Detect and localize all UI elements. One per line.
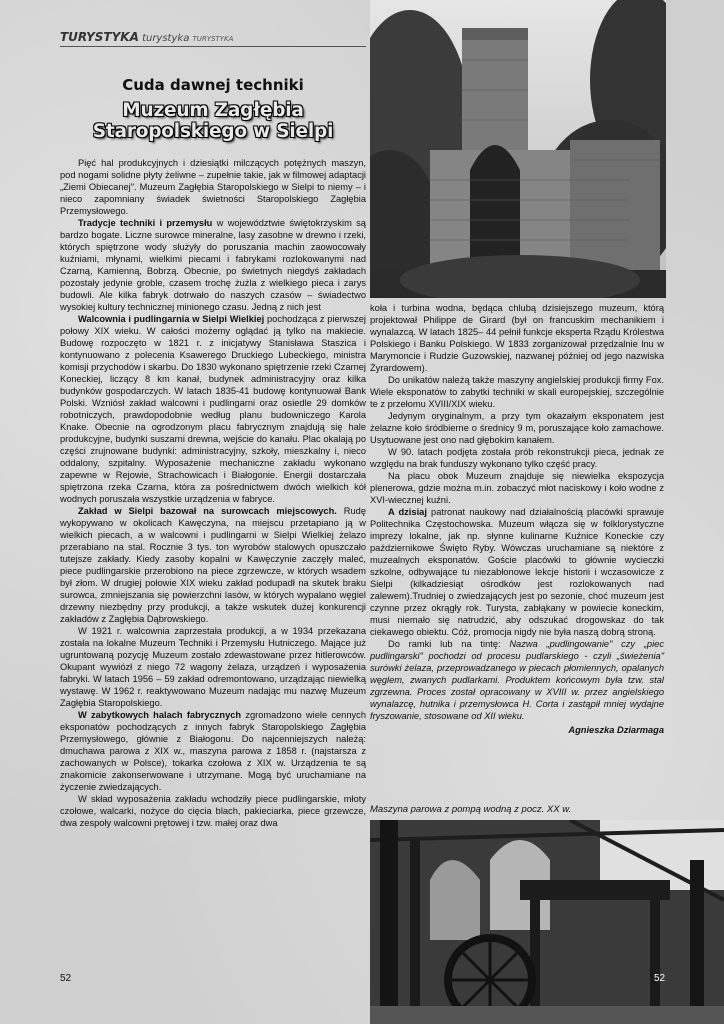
note-text: Nazwa „pudlingowanie" czy „piec pudlingarski" pochodzi od procesu pudlarskiego - czyli „świeżenia" surówki żelaza, przeprowadzanego w piecach płomiennych, opalanych węglem, zwanych pudlarkami. Produktem końcowym była tzw. stal zgrzewna. Proces został opracowany w XVIII w. przez angielskiego wynalazcę, hutnika i przemysłowca H. Corta i zastąpił mniej wydajne fryszowanie, stosowane od XII wieku.: [370, 639, 664, 721]
machine-photo-svg: [370, 820, 724, 1024]
article-kicker: Cuda dawnej techniki: [122, 76, 304, 94]
section-main: TURYSTYKA: [60, 30, 139, 44]
paragraph: [60, 217, 366, 313]
paragraph-lead: W zabytkowych halach fabrycznych: [78, 710, 242, 720]
paragraph: W 1921 r. walcownia zaprzestała produkcji, a w 1934 przekazana została na lokalne Muzeum Techniki i Przemysłu Hutniczego. Mające już ugruntowaną pozycję Muzeum zostało zdewastowane przez hitlerowców. Okupant wywiózł z niego 72 wagony żelaza, urządzeń i wyposażenia fabryki. W latach 1956 – 59 zakład odremontowano, urządzając niewielką wystawę. W 1962 r. reaktywowano Muzeum nadając mu nazwę Muzeum Zagłębia Staropolskiego.: [60, 626, 366, 708]
article-title: [60, 100, 366, 142]
paragraph-lead: A dzisiaj: [388, 507, 427, 517]
paragraph: [60, 505, 366, 625]
paragraph-lead: Zakład w Sielpi bazował na surowcach miejscowych.: [78, 506, 337, 516]
paragraph: W skład wyposażenia zakładu wchodziły piece pudlingarskie, młoty czołowe, walcarki, nożyce do cięcia blach, pakieciarka, piece grzewcze, dwa zespoły walcowni prętowej i tzw. małej oraz dwa: [60, 794, 366, 828]
note-lead: Do ramki lub na tintę:: [388, 639, 510, 649]
page-number-right: 52: [654, 973, 666, 984]
title-line-2: Staropolskiego w Sielpi: [92, 121, 334, 142]
title-line-1: Muzeum Zagłębia: [122, 100, 304, 121]
photo-caption: Maszyna parowa z pompą wodną z pocz. XX w.: [370, 804, 572, 815]
author-signature: Agnieszka Dziarmaga: [568, 725, 664, 735]
right-column: [370, 302, 664, 736]
paragraph: Jedynym oryginalnym, a przy tym okazałym eksponatem jest żelazne koło śródbierne o średnicy 9 m, poruszające koło zamachowe. Usytuowane jest ono nad głębokim kanałem.: [370, 411, 664, 445]
paragraph: Na placu obok Muzeum znajduje się niewielka ekspozycja plenerowa, gdzie można m.in. zobaczyć młot naciskowy i koło wodne z XVI-wiecznej kuźni.: [370, 471, 664, 505]
sidebar-note: [370, 638, 664, 722]
paragraph-lead: Walcownia i pudlingarnia w Sielpi Wielkiej: [78, 314, 265, 324]
section-small: TURYSTYKA: [192, 35, 234, 43]
left-column: [60, 157, 366, 829]
machine-photo: [370, 820, 724, 1024]
paragraph-lead: Tradycje techniki i przemysłu: [78, 218, 213, 228]
paragraph: [370, 506, 664, 638]
paragraph-text: w województwie świętokrzyskim są bardzo bogate. Liczne surowce mineralne, lasy zasobne w drewno i rzeki, których spiętrzone wody służyły do poruszania machin zaowocowały kuźniami, młynami, wielkimi piecami i fabrykami rozlokowanymi nad Czarną, Kamienną, Bobrzą. Obecnie, po świetnych niegdyś zakładach pozostały jedynie groble, czasem trochę żużla z wielkiego pieca i zarys budowli. Ale kilka fabryk dotrwało do naszych czasów – świadectwo wysokiej kultury technicznej minionego czasu. Jedną z nich jest: [60, 218, 366, 312]
paragraph: [60, 313, 366, 505]
paragraph: Pięć hal produkcyjnych i dziesiątki milczących potężnych maszyn, pod nogami solidne płyty żeliwne – zupełnie takie, jak w filmowej adaptacji „Ziemi Obiecanej". Muzeum Zagłębia Staropolskiego w Sielpi to niemy – i nieco zapomniany świadek świetności Staropolskiego Zagłębia Przemysłowego.: [60, 158, 366, 216]
paragraph-text: pochodząca z pierwszej połowy XIX wieku. W całości możemy oglądać ją tylko na makiecie. Budowę rozpoczęto w 1821 r. z inicjatywy Stanisława Staszica i kontynuowano z polecenia Ksawerego Druckiego Lubeckiego, ministra komisji przychodów i skarbu. Do 1830 wykonano spiętrzenie rzeki Czarnej Koneckiej, liczący 8 km kanał, budynek administracyjny oraz kilka budynków gospodarczych. W latach 1835-41 budowę kontynuował Bank Polski. Wzniósł zakład walcowni i pudlingarni oraz osiedle 29 domków robotniczych, prawdopodobnie według planu budowniczego Karola Knake. Obecnie na ogrodzonym placu fabrycznym znajdują się hale produkcyjne, budynki suszarni drewna, wejście do kanału. Plac okalają po części zrujnowane budynki: administracyjny, szkoły, mieszkalny i, nieco oddalony, szpitalny. Wyposażenie mechaniczne zakładu wykonano zapewne w Rejowie, Strachowicach i Białogonie. Energii dostarczała spiętrzona rzeka Czarna, która za pośrednictwem dwóch wielkich kół wodnych poruszała wszystkie urządzenia w fabryce.: [60, 314, 366, 504]
page-number-left: 52: [60, 973, 72, 984]
section-header: [60, 30, 366, 47]
paragraph-text: patronat naukowy nad działalnością placówki sprawuje Politechnika Częstochowska. Muzeum włącza się w folklorystyczne imprezy lokalne, jak np. słynne kulinarne Kuźnice Koneckie czy październikowe Święto Ryby. Wówczas uruchamiane są niektóre z muzealnych eksponatów. Goście placówki to głównie wycieczki szkolne, odbywające tu niezabłonowe lekcje historii i wczasowicze z Sielpi (kilkadziesiąt ośrodków jest rozlokowanych nad zalewem).Trudniej o zwiedzających jest po sezonie, choć muzeum jest czynne przez okrągły rok. Turysta, zabłąkany w powiecie koneckim, musi niemało się natrudzić, aby odszukać drogowskaz do tak ciekawego obiektu. Cóż, promocja nigdy nie była naszą dobrą stroną.: [370, 507, 664, 637]
paragraph: [60, 709, 366, 793]
ruins-photo: [370, 0, 666, 298]
paragraph-text: Rudę wykopywano w okolicach Kawęczyna, na miejscu przetapiano ją w wielkich piecach, a w walcowni i pudlingarni w Sielpi Wielkiej żelazo przerabiano na stal. Rocznie 3 tys. ton wyrobów stalowych opuszczało tutejsze zakłady. Kiedy zasoby kopalni w Kawęczynie zaczęły maleć, piece pudlingarskie przerobiono na piece zgrzewcze, w których wsadem był złom. W drugiej połowie XIX wieku zakład podupadł na skutek braku surowca, zmniejszania się powierzchni lasów, w których wypalano węgiel drzewny niezbędny przy produkcji, a także wskutek dużej konkurencji zakładów z Zagłębia Dąbrowskiego.: [60, 506, 366, 624]
paragraph-text: zgromadzono wiele cennych eksponatów pochodzących z innych fabryk Staropolskiego Zagłębia Przemysłowego, głównie z Białogonu. Do najcenniejszych należą: dmuchawa parowa z XIX w., maszyna parowa z 1858 r. (najstarsza z zachowanych w Polsce), tokarka czołowa z XIX w. Urządzenia te są znakomicie zakonserwowane i utrzymane. Mogą być uruchamiane na życzenie zwiedzających.: [60, 710, 366, 792]
paragraph: W 90. latach podjęta została prób rekonstrukcji pieca, jednak ze względu na brak funduszy wykonano tylko część pracy.: [370, 447, 664, 469]
paragraph: koła i turbina wodna, będąca chlubą dzisiejszego muzeum, którą projektował Philippe de Girard (był on francuskim mechanikiem i wynalazcą. W latach 1825– 44 pełnił funkcje eksperta Rządu Królestwa Polskiego i Banku Polskiego. W 1833 zorganizował przędzalnie lnu w Marymoncie i Rudzie Guzowskiej, nazwanej później od jego nazwiska Żyrardowem).: [370, 303, 664, 373]
ruins-photo-svg: [370, 0, 666, 298]
section-mid: turystyka: [142, 33, 190, 44]
paragraph: Do unikatów należą także maszyny angielskiej produkcji firmy Fox. Wiele eksponatów to zabytki techniki w skali europejskiej, szczególnie te z przełomu XVIII/XIX wieku.: [370, 375, 664, 409]
